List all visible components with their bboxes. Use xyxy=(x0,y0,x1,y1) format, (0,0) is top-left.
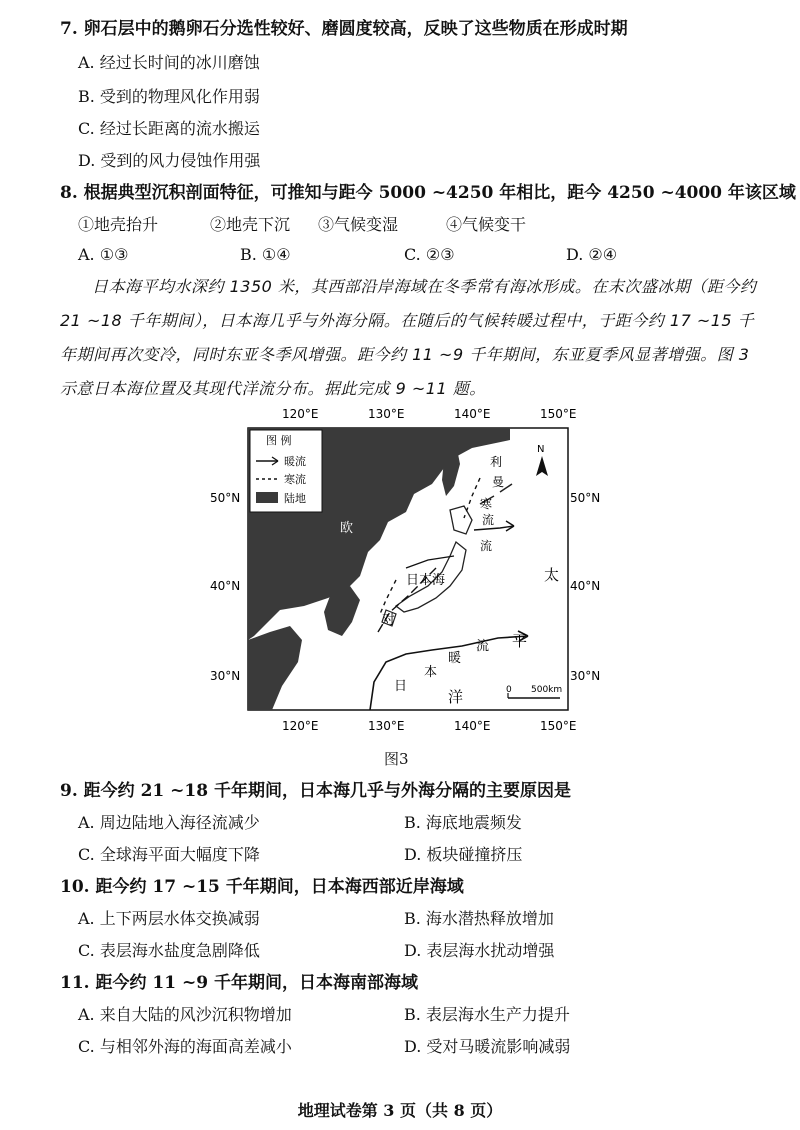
label-ou: 欧 xyxy=(340,521,354,536)
q9-option-d: D. 板块碰撞挤压 xyxy=(404,845,523,864)
map-svg xyxy=(210,400,601,745)
label-liu3: 流 xyxy=(480,539,493,553)
label-ping: 平 xyxy=(512,632,528,650)
label-liu: 流 xyxy=(476,639,490,654)
label-li: 利 xyxy=(490,455,503,469)
q8-item-1: ①地壳抬升 xyxy=(78,215,159,234)
q11-option-a: A. 来自大陆的风沙沉积物增加 xyxy=(78,1005,292,1024)
q8-option-b: B. ①④ xyxy=(240,245,291,264)
lon-bottom-150: 150°E xyxy=(540,719,577,733)
lat-left-50: 50°N xyxy=(210,491,241,505)
q8-option-a: A. ①③ xyxy=(78,245,129,264)
q8-stem: 8. 根据典型沉积剖面特征，可推知与距今 5000 ~4250 年相比，距今 4250 ~4000 年该区域 xyxy=(60,183,796,203)
q10-option-d: D. 表层海水扰动增强 xyxy=(404,941,555,960)
lat-left-30: 30°N xyxy=(210,669,241,683)
lon-top-150: 150°E xyxy=(540,407,577,421)
page-footer: 地理试卷第 3 页（共 8 页） xyxy=(297,1101,503,1120)
lat-right-50: 50°N xyxy=(570,491,601,505)
q11-stem: 11. 距今约 11 ~9 千年期间，日本海南部海域 xyxy=(60,973,418,993)
q8-option-d: D. ②④ xyxy=(566,245,618,264)
label-ben: 本 xyxy=(424,665,438,680)
label-dui: 对 xyxy=(382,613,396,628)
q8-option-c: C. ②③ xyxy=(404,245,455,264)
q9-stem: 9. 距今约 21 ~18 千年期间，日本海几乎与外海分隔的主要原因是 xyxy=(60,781,571,801)
q7-option-d: D. 受到的风力侵蚀作用强 xyxy=(78,151,261,170)
passage: 日本海平均水深约 1350 米，其西部沿岸海域在冬季常有海冰形成。在末次盛冰期（距今约 21 ~18 千年期间），日本海几乎与外海分隔。在随后的气候转暖过程中，于距今约 17 ~15 千年期间再次变冷，同时东亚冬季风增强。距今约 11 ~9 千年期间，东亚夏季风显著增强。图 3 示意日本海位置及其现代洋流分布。据此完成 9 ~11 题。 xyxy=(60,277,757,398)
lon-top-130: 130°E xyxy=(368,407,405,421)
scale-zero: 0 xyxy=(506,685,512,695)
q10-option-b: B. 海水潜热释放增加 xyxy=(404,909,554,928)
lat-right-40: 40°N xyxy=(570,579,601,593)
label-man: 曼 xyxy=(492,475,505,489)
label-han: 寒 xyxy=(480,497,493,511)
legend-warm-label: 暖流 xyxy=(284,455,306,468)
q10-stem: 10. 距今约 17 ~15 千年期间，日本海西部近岸海域 xyxy=(60,877,464,897)
q7-option-b: B. 受到的物理风化作用弱 xyxy=(78,87,260,106)
lon-top-120: 120°E xyxy=(282,407,319,421)
legend-land-label: 陆地 xyxy=(284,492,306,505)
q11-option-d: D. 受对马暖流影响减弱 xyxy=(404,1037,571,1056)
lat-left-40: 40°N xyxy=(210,579,241,593)
figure-caption: 图3 xyxy=(384,750,409,768)
q8-item-2: ②地壳下沉 xyxy=(210,215,291,234)
q7-option-c: C. 经过长距离的流水搬运 xyxy=(78,119,260,138)
legend-title: 图 例 xyxy=(266,434,292,447)
q9-option-b: B. 海底地震频发 xyxy=(404,813,522,832)
q9-option-c: C. 全球海平面大幅度下降 xyxy=(78,845,260,864)
lon-bottom-140: 140°E xyxy=(454,719,491,733)
scale-value: 500km xyxy=(531,685,563,695)
lon-top-140: 140°E xyxy=(454,407,491,421)
q10-option-a: A. 上下两层水体交换减弱 xyxy=(78,909,260,928)
lat-right-30: 30°N xyxy=(570,669,601,683)
label-liu2: 流 xyxy=(482,513,495,527)
q7-option-a: A. 经过长时间的冰川磨蚀 xyxy=(78,53,260,72)
label-riben-hai: 日本海 xyxy=(406,573,446,588)
lon-bottom-120: 120°E xyxy=(282,719,319,733)
q9-option-a: A. 周边陆地入海径流减少 xyxy=(78,813,260,832)
label-tai: 太 xyxy=(544,566,560,584)
north-label: N xyxy=(537,444,545,455)
label-yang: 洋 xyxy=(448,688,464,706)
q8-item-4: ④气候变干 xyxy=(446,215,527,234)
label-nuan: 暖 xyxy=(448,651,462,666)
label-ri: 日 xyxy=(394,679,408,694)
legend-land-swatch xyxy=(256,492,278,503)
figure-3-map xyxy=(210,400,601,745)
q11-option-b: B. 表层海水生产力提升 xyxy=(404,1005,570,1024)
q10-option-c: C. 表层海水盐度急剧降低 xyxy=(78,941,260,960)
lon-bottom-130: 130°E xyxy=(368,719,405,733)
q11-option-c: C. 与相邻外海的海面高差减小 xyxy=(78,1037,292,1056)
q7-stem: 7. 卵石层中的鹅卵石分选性较好、磨圆度较高，反映了这些物质在形成时期 xyxy=(60,19,628,39)
q8-item-3: ③气候变湿 xyxy=(318,215,399,234)
legend-cold-label: 寒流 xyxy=(284,473,306,486)
